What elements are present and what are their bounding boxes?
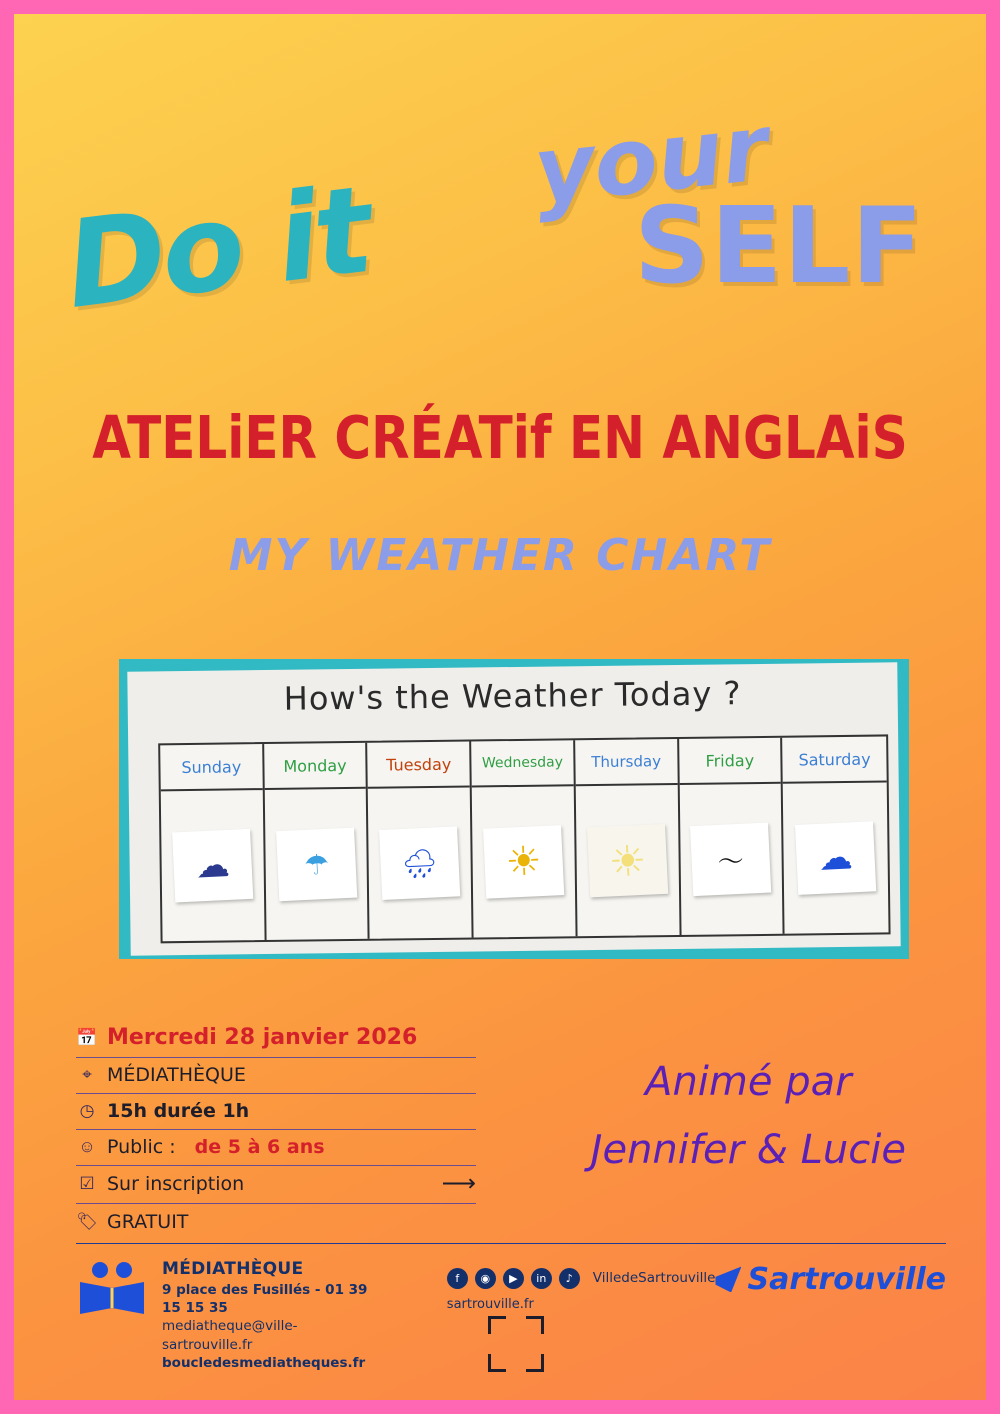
detail-audience-age: de 5 à 6 ans <box>194 1136 325 1158</box>
ticket-icon: 🏷 <box>76 1211 98 1231</box>
calendar-icon: 📅 <box>76 1027 98 1047</box>
linkedin-icon[interactable]: in <box>531 1268 552 1289</box>
day-drawing <box>783 782 889 933</box>
day-drawing <box>576 785 680 936</box>
day-label: Tuesday <box>368 742 470 789</box>
day-drawing <box>472 786 576 937</box>
detail-time <box>76 1094 476 1130</box>
footer-website[interactable]: boucledesmediatheques.fr <box>162 1354 366 1371</box>
chart-column <box>471 740 577 937</box>
footer-email[interactable]: mediatheque@ville-sartrouville.fr <box>162 1318 298 1353</box>
detail-registration <box>76 1166 476 1204</box>
day-label: Saturday <box>782 736 886 783</box>
location-pin-icon: ⌖ <box>82 1065 92 1084</box>
city-website[interactable]: sartrouville.fr <box>446 1296 534 1312</box>
hosted-by <box>591 1059 906 1173</box>
registration-cta[interactable] <box>442 1172 476 1196</box>
wind-icon: 〜 <box>690 823 771 897</box>
tiktok-icon[interactable]: ♪ <box>559 1268 580 1289</box>
detail-time-text: 15h durée 1h <box>107 1100 250 1122</box>
title-your: your <box>528 94 773 225</box>
poster-background <box>14 14 986 1400</box>
title-do-it: Do it <box>58 161 376 336</box>
weather-chart-photo <box>127 662 900 955</box>
detail-registration-text: Sur inscription <box>107 1173 245 1195</box>
chart-column <box>368 742 474 939</box>
chart-column <box>575 739 681 936</box>
open-book-icon <box>76 1258 148 1320</box>
day-label: Wednesday <box>471 740 573 787</box>
clock-icon: ◷ <box>79 1101 95 1120</box>
event-details <box>76 1019 476 1240</box>
sun-faint-icon: ☀ <box>587 824 668 898</box>
detail-location <box>76 1058 476 1094</box>
facebook-icon[interactable]: f <box>447 1268 468 1289</box>
day-drawing <box>679 784 783 935</box>
day-label: Thursday <box>575 739 677 786</box>
day-label: Sunday <box>160 744 262 791</box>
logo-mark-icon <box>715 1266 741 1292</box>
chart-column <box>679 738 785 935</box>
detail-location-text: MÉDIATHÈQUE <box>107 1064 246 1086</box>
detail-price <box>76 1204 476 1240</box>
footer <box>76 1243 946 1372</box>
checkbox-icon: ☑ <box>79 1174 95 1193</box>
cloud-blue-icon: ☁ <box>795 821 876 895</box>
footer-address: 9 place des Fusillés - 01 39 15 15 35 <box>162 1281 368 1317</box>
footer-org: MÉDIATHÈQUE <box>162 1258 304 1279</box>
subtitle-english: MY WEATHER CHART <box>228 530 772 581</box>
hosted-by-label: Animé par <box>645 1059 852 1105</box>
social-handle: VilledeSartrouville <box>592 1270 716 1287</box>
day-drawing <box>368 788 472 939</box>
weather-chart-grid <box>158 734 890 943</box>
instagram-icon[interactable]: ◉ <box>475 1268 496 1289</box>
audience-icon: ☺ <box>78 1137 96 1156</box>
hosted-by-names: Jennifer & Lucie <box>590 1127 906 1173</box>
chart-column <box>782 736 888 933</box>
detail-price-text: GRATUIT <box>107 1210 189 1233</box>
cloud-dark-icon: ☁ <box>172 829 253 903</box>
chart-column <box>264 743 370 940</box>
chart-column <box>160 744 266 941</box>
chart-question: How's the Weather Today ? <box>283 674 742 718</box>
title-block <box>14 84 986 354</box>
footer-contact <box>162 1258 387 1372</box>
city-logo <box>715 1262 946 1297</box>
arrow-right-icon: ⟶ <box>441 1170 476 1197</box>
youtube-icon[interactable]: ▶ <box>503 1268 524 1289</box>
detail-audience-label: Public : <box>107 1136 176 1158</box>
day-drawing <box>264 789 368 940</box>
day-label: Monday <box>264 743 366 790</box>
title-self: SELF <box>634 185 924 307</box>
sun-icon: ☀ <box>483 825 564 899</box>
rain-icon: ☂ <box>276 828 357 902</box>
photo-frame <box>119 659 909 959</box>
detail-date <box>76 1019 476 1058</box>
day-drawing <box>161 790 265 941</box>
subtitle-french: ATELiER CRÉATif EN ANGLAiS <box>92 403 908 473</box>
logo-text: Sartrouville <box>747 1261 946 1297</box>
rain-cloud-icon: 🌧 <box>379 826 460 900</box>
detail-date-text: Mercredi 28 janvier 2026 <box>107 1025 418 1050</box>
day-label: Friday <box>679 738 781 785</box>
footer-socials <box>447 1268 716 1312</box>
detail-audience <box>76 1130 476 1166</box>
